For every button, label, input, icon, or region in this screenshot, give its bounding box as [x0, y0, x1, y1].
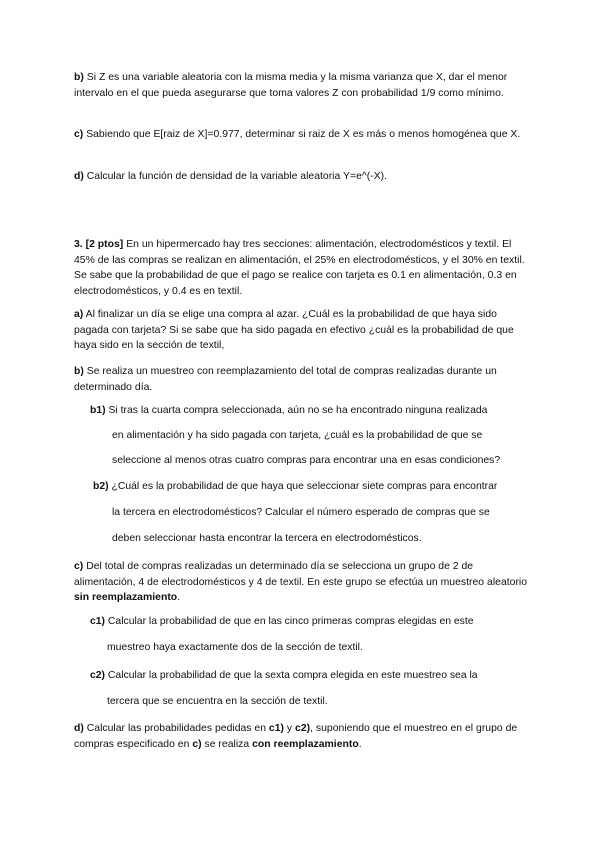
- question-3-label: 3. [2 ptos]: [74, 239, 124, 250]
- item-c-text: Sabiendo que E[raiz de X]=0.977, determinar si raiz de X es más o menos homogénea que X.: [83, 129, 521, 140]
- question-3c-bold: sin reemplazamiento: [74, 592, 178, 603]
- question-3d-end: .: [358, 738, 362, 750]
- item-c: [74, 127, 534, 143]
- item-c-label: c): [74, 129, 84, 140]
- question-3a-label: a): [74, 309, 84, 320]
- question-3b2-line1: [93, 481, 497, 492]
- question-3b1-label: b1): [90, 405, 106, 416]
- question-3a-text: Al finalizar un día se elige una compra al azar. ¿Cuál es la probabilidad de que haya sido pagada con tarjeta? Si se sabe que ha sido pagada en efectivo ¿cuál es la probabilidad de que haya sido en la sección de textil,: [74, 309, 514, 351]
- question-3b-label: b): [74, 366, 84, 377]
- question-3b2-line3: deben seleccionar hasta encontrar la tercera en electrodomésticos.: [112, 533, 422, 544]
- question-3d-text3: , suponiendo que el muestreo en el grupo de compras especificado en: [74, 723, 518, 750]
- question-3: [74, 237, 534, 299]
- question-3c-label: c): [74, 561, 84, 572]
- question-3c1-line1: [90, 616, 474, 627]
- question-3b1-line3: seleccione al menos otras cuatro compras para encontrar una en esas condiciones?: [112, 455, 501, 466]
- item-d-label: d): [74, 171, 84, 182]
- question-3b2-label: b2): [93, 481, 109, 492]
- question-3c2-line2: tercera que se encuentra en la sección de textil.: [107, 696, 328, 707]
- question-3c1-line2: muestreo haya exactamente dos de la sección de textil.: [107, 642, 363, 653]
- question-3c-end: .: [177, 592, 181, 603]
- item-d-text: Calcular la función de densidad de la variable aleatoria Y=e^(-X).: [83, 171, 388, 182]
- question-3d-ref1: c1): [268, 723, 284, 734]
- question-3b2-line2: la tercera en electrodomésticos? Calcular el número esperado de compras que se: [112, 507, 490, 518]
- question-3d-label: d): [74, 723, 84, 734]
- question-3-text: En un hipermercado hay tres secciones: alimentación, electrodomésticos y textil. El 45% de las compras se realizan en alimentación, el 25% en electrodomésticos, y el 30% en textil. Se sabe que la probabilidad de que el pago se realice con tarjeta es 0.1 en alimentación, 0.3 en electrodomésticos, y 0.4 es en textil.: [74, 239, 525, 297]
- question-3d-ref2: c2): [295, 723, 311, 734]
- question-3d-text4: se realiza: [201, 738, 253, 750]
- item-b-label: b): [74, 72, 84, 83]
- question-3c2-label: c2): [90, 670, 106, 681]
- question-3c2-text1: Calcular la probabilidad de que la sexta compra elegida en este muestreo sea la: [105, 670, 478, 681]
- question-3c: [74, 559, 534, 606]
- question-3c1-text1: Calcular la probabilidad de que en las cinco primeras compras elegidas en este: [105, 616, 474, 627]
- question-3d: [74, 721, 534, 752]
- question-3b2-text1: ¿Cuál es la probabilidad de que haya que seleccionar siete compras para encontrar: [108, 481, 498, 492]
- item-b-text: Si Z es una variable aleatoria con la misma media y la misma varianza que X, dar el menor intervalo en el que pueda asegurarse que toma valores Z con probabilidad 1/9 como mínimo.: [74, 72, 508, 99]
- question-3d-text2: y: [284, 723, 296, 734]
- question-3c1-label: c1): [90, 616, 106, 627]
- item-b: [74, 70, 534, 101]
- question-3b1-text1: Si tras la cuarta compra seleccionada, aún no se ha encontrado ninguna realizada: [105, 405, 488, 416]
- question-3a: [74, 307, 534, 354]
- item-d: [74, 169, 534, 185]
- question-3d-text1: Calcular las probabilidades pedidas en: [83, 723, 269, 734]
- question-3c-text: Del total de compras realizadas un determinado día se selecciona un grupo de 2 de alimentación, 4 de electrodomésticos y 4 de textil. En este grupo se efectúa un muestreo aleatorio: [74, 561, 528, 588]
- question-3d-ref3: c): [192, 738, 202, 750]
- question-3c2-line1: [90, 670, 478, 681]
- question-3b1-line2: en alimentación y ha sido pagada con tarjeta, ¿cuál es la probabilidad de que se: [112, 430, 483, 441]
- question-3d-bold: con reemplazamiento: [252, 738, 359, 750]
- question-3b-text: Se realiza un muestreo con reemplazamiento del total de compras realizadas durante un determinado día.: [74, 366, 497, 393]
- question-3b: [74, 364, 534, 395]
- question-3b1-line1: [90, 405, 487, 416]
